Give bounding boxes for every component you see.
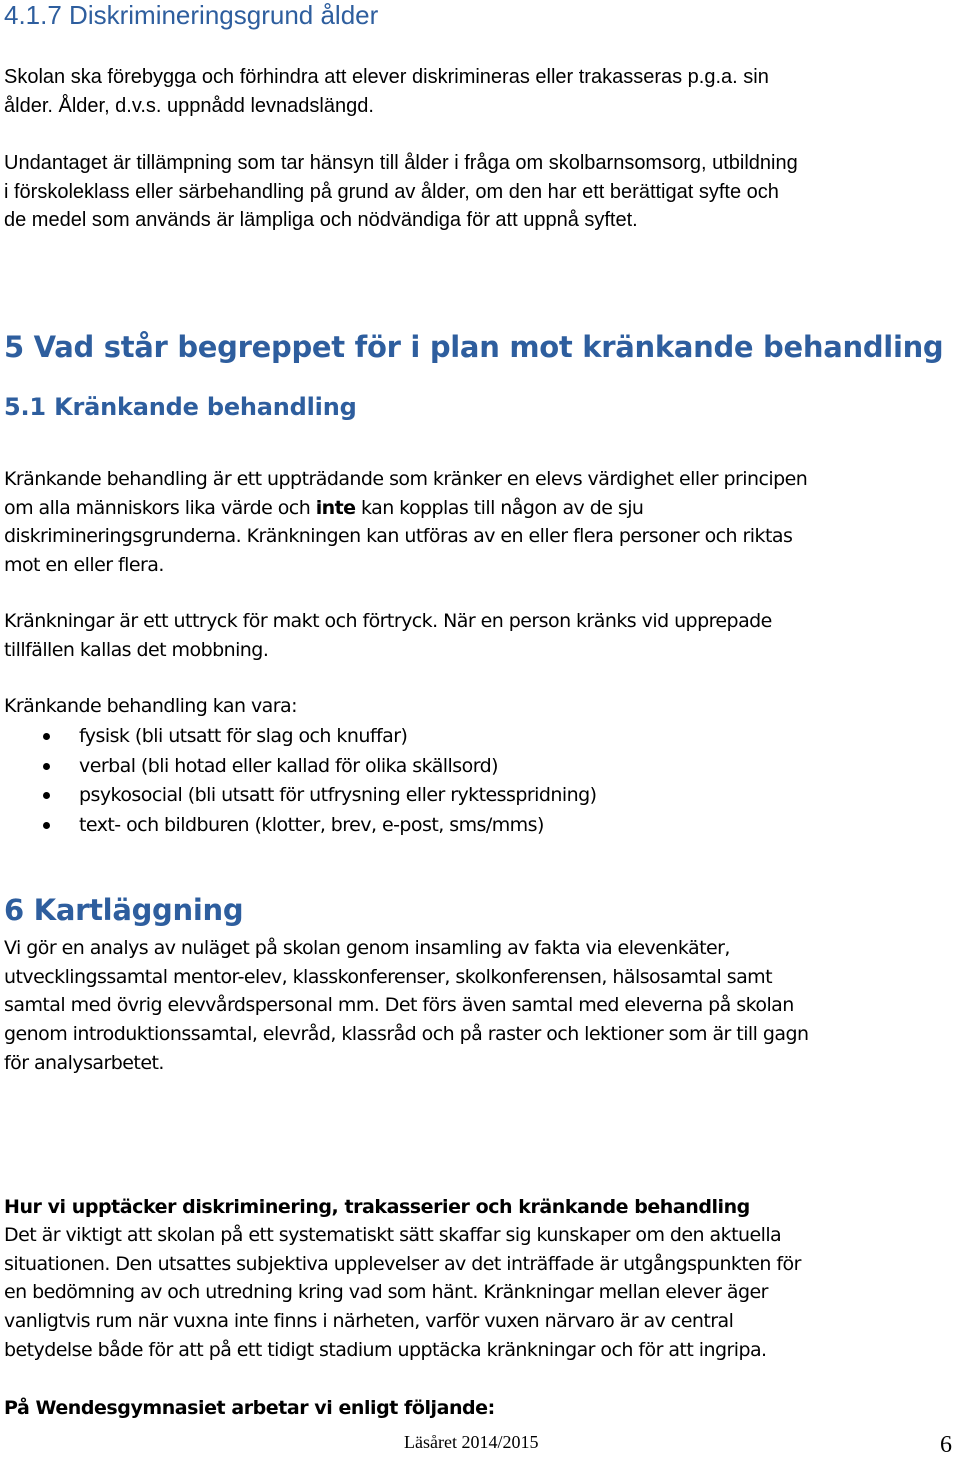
list-item [0, 752, 596, 782]
s5-p1-line-2-after: kan kopplas till någon av de sju [355, 496, 644, 519]
list-intro: Kränkande behandling kan vara: [4, 695, 297, 717]
det-line-3: en bedömning av och utredning kring vad som hänt. Kränkningar mellan elever äger [4, 1281, 768, 1304]
page-number: 6 [940, 1432, 952, 1458]
list-item-text: verbal (bli hotad eller kallad för olika skällsord) [79, 754, 498, 777]
det-line-4: vanligtvis rum när vuxna inte finns i närheten, varför vuxen närvaro är av central [4, 1310, 734, 1333]
section5-paragraph-2 [4, 607, 772, 664]
s5-p1-line-4: mot en eller flera. [4, 554, 164, 577]
age-p2-line-2: i förskoleklass eller särbehandling på grund av ålder, om den har ett berättigat syfte och [4, 180, 779, 203]
s6-line-2: utvecklingssamtal mentor-elev, klasskonferenser, skolkonferensen, hälsosamtal samt [4, 965, 773, 988]
s5-p2-line-2: tillfällen kallas det mobbning. [4, 638, 269, 661]
list-item [0, 811, 596, 841]
s5-p1-line-1: Kränkande behandling är ett uppträdande som kränker en elevs värdighet eller principen [4, 468, 808, 490]
footer-year: Läsåret 2014/2015 [404, 1432, 539, 1452]
bullet-icon [43, 792, 50, 799]
section5-paragraph-1 [4, 465, 807, 580]
s5-p2-line-1: Kränkningar är ett uttryck för makt och förtryck. När en person kränks vid upprepade [4, 610, 772, 632]
bullet-icon [43, 733, 50, 740]
age-p2-line-1: Undantaget är tillämpning som tar hänsyn till ålder i fråga om skolbarnsomsorg, utbildning [4, 152, 798, 174]
det-line-1: Det är viktigt att skolan på ett systematiskt sätt skaffar sig kunskaper om den aktuella [4, 1224, 782, 1246]
heading-wendes: På Wendesgymnasiet arbetar vi enligt följande: [4, 1397, 495, 1419]
bullet-list [0, 722, 596, 840]
heading-section-5-1: 5.1 Kränkande behandling [4, 393, 357, 421]
det-line-2: situationen. Den utsattes subjektiva upplevelser av det inträffade är utgångspunkten för [4, 1252, 801, 1275]
age-p1-line-2: ålder. Ålder, d.v.s. uppnådd levnadslängd. [4, 94, 374, 117]
detection-paragraph [4, 1221, 801, 1365]
heading-section-5: 5 Vad står begreppet för i plan mot kränkande behandling [4, 330, 944, 364]
list-item-text: psykosocial (bli utsatt för utfrysning eller ryktesspridning) [79, 784, 597, 806]
age-paragraph-1 [4, 63, 769, 120]
list-item-text: text- och bildburen (klotter, brev, e-post, sms/mms) [79, 813, 544, 836]
s6-line-1: Vi gör en analys av nuläget på skolan genom insamling av fakta via elevenkäter, [4, 937, 730, 959]
s6-line-5: för analysarbetet. [4, 1051, 164, 1074]
det-line-5: betydelse både för att på ett tidigt stadium upptäcka kränkningar och för att ingripa. [4, 1338, 767, 1361]
age-p2-line-3: de medel som används är lämpliga och nödvändiga för att uppnå syftet. [4, 209, 638, 231]
s6-line-3: samtal med övrig elevvårdspersonal mm. Det förs även samtal med eleverna på skolan [4, 994, 794, 1017]
bullet-icon [43, 822, 50, 829]
heading-section-6: 6 Kartläggning [4, 893, 244, 927]
bullet-icon [43, 763, 50, 770]
list-item-text: fysisk (bli utsatt för slag och knuffar) [79, 725, 408, 747]
s6-line-4: genom introduktionssamtal, elevråd, klassråd och på raster och lektioner som är till gagn [4, 1023, 809, 1046]
s5-p1-line-3: diskrimineringsgrunderna. Kränkningen kan utföras av en eller flera personer och riktas [4, 525, 793, 548]
list-item [0, 781, 596, 811]
s5-p1-line-2-bold: inte [315, 496, 356, 519]
heading-detection: Hur vi upptäcker diskriminering, trakasserier och kränkande behandling [4, 1196, 750, 1218]
s5-p1-line-2 [4, 494, 807, 523]
age-p1-line-1: Skolan ska förebygga och förhindra att elever diskrimineras eller trakasseras p.g.a. sin [4, 66, 769, 88]
list-item [0, 722, 596, 752]
section6-paragraph [4, 934, 808, 1078]
age-paragraph-2 [4, 149, 798, 235]
s5-p1-line-2-before: om alla människors lika värde och [4, 496, 316, 519]
heading-age: 4.1.7 Diskrimineringsgrund ålder [4, 0, 379, 30]
